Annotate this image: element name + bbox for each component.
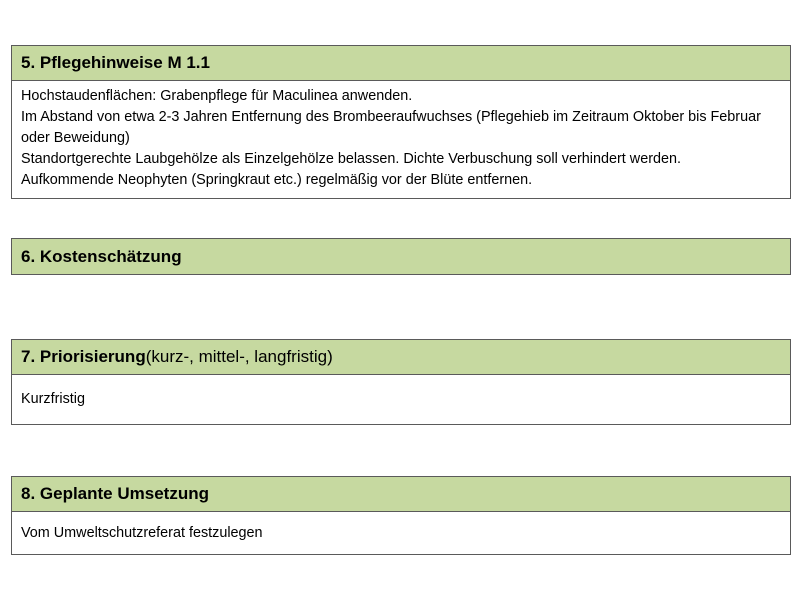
section-title: 8. Geplante Umsetzung bbox=[21, 484, 209, 503]
section-body bbox=[12, 512, 790, 554]
section-priorisierung bbox=[11, 339, 791, 425]
body-line: Vom Umweltschutzreferat festzulegen bbox=[21, 524, 263, 541]
section-title: 7. Priorisierung bbox=[21, 347, 146, 366]
section-header bbox=[12, 46, 790, 81]
section-header bbox=[12, 340, 790, 375]
section-title: 6. Kostenschätzung bbox=[21, 246, 182, 266]
section-header bbox=[12, 239, 790, 274]
body-line: Kurzfristig bbox=[21, 391, 85, 407]
body-line: Aufkommende Neophyten (Springkraut etc.) regelmäßig vor der Blüte entfernen. bbox=[21, 172, 533, 188]
section-title-suffix: (kurz-, mittel-, langfristig) bbox=[145, 347, 333, 366]
body-line: Hochstaudenflächen: Grabenpflege für Maculinea anwenden. bbox=[21, 88, 413, 104]
section-geplante-umsetzung bbox=[11, 476, 791, 555]
section-kostenschaetzung bbox=[11, 238, 791, 275]
body-line: Standortgerechte Laubgehölze als Einzelgehölze belassen. Dichte Verbuschung soll verhindert werden. bbox=[21, 151, 681, 167]
body-line: Im Abstand von etwa 2-3 Jahren Entfernung des Brombeeraufwuchses (Pflegehieb im Zeitraum Oktober bis Februar oder Beweidung) bbox=[21, 109, 761, 146]
section-body bbox=[12, 81, 790, 198]
section-pflegehinweise bbox=[11, 45, 791, 199]
section-body bbox=[12, 375, 790, 424]
section-header bbox=[12, 477, 790, 512]
section-title: 5. Pflegehinweise M 1.1 bbox=[21, 53, 210, 72]
